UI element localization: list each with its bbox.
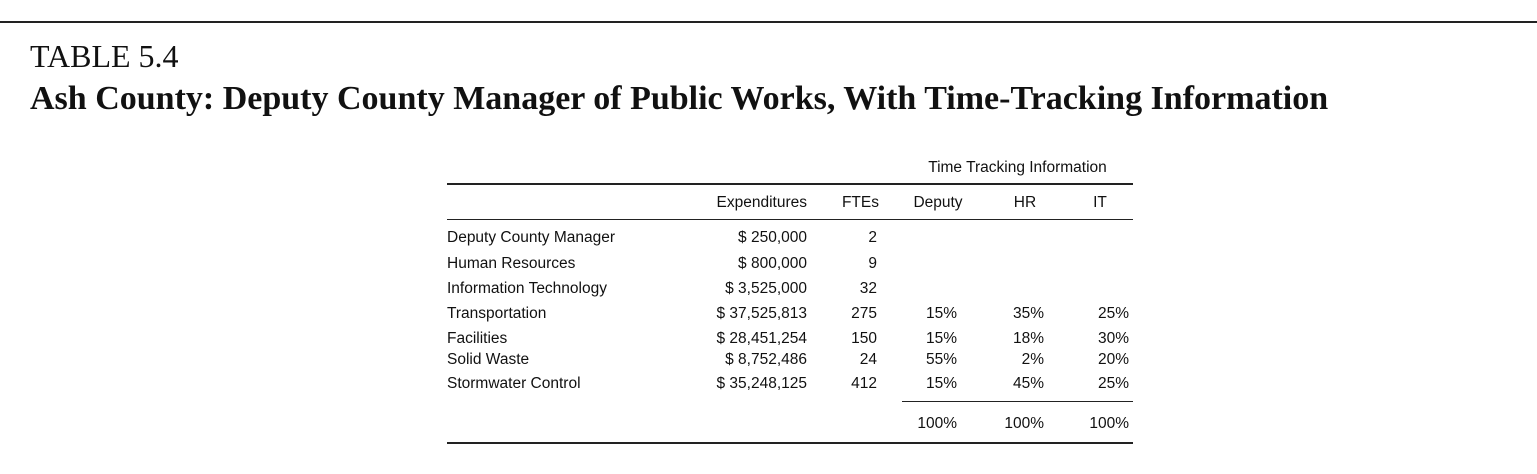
row-hr: 35% [1012, 305, 1044, 322]
table-label: TABLE 5.4 [30, 38, 179, 74]
row-deputy: 15% [925, 305, 957, 322]
header-rule [447, 219, 1133, 220]
row-name: Deputy County Manager [447, 229, 616, 246]
row-name: Solid Waste [447, 351, 530, 368]
row-it: 20% [1097, 351, 1129, 368]
row-ftes: 412 [851, 375, 877, 392]
row-deputy: 15% [925, 330, 957, 347]
row-expenditures: $ 37,525,813 [716, 305, 807, 322]
row-ftes: 150 [851, 330, 877, 347]
row-name: Transportation [447, 305, 547, 322]
row-ftes: 24 [859, 351, 877, 368]
row-hr: 2% [1021, 351, 1044, 368]
column-header-ftes: FTEs [841, 194, 879, 211]
column-header-expenditures: Expenditures [716, 194, 807, 211]
total-it: 100% [1089, 415, 1129, 432]
row-ftes: 275 [851, 305, 877, 322]
table-title: Ash County: Deputy County Manager of Public Works, With Time-Tracking Information [30, 80, 1329, 117]
row-name: Human Resources [447, 255, 576, 272]
row-it: 25% [1097, 305, 1129, 322]
row-expenditures: $ 800,000 [738, 255, 807, 272]
total-hr: 100% [1004, 415, 1044, 432]
column-header-it: IT [1093, 194, 1107, 211]
row-expenditures: $ 3,525,000 [725, 280, 807, 297]
row-name: Facilities [447, 330, 508, 347]
row-hr: 18% [1012, 330, 1044, 347]
row-expenditures: $ 35,248,125 [716, 375, 807, 392]
row-expenditures: $ 8,752,486 [725, 351, 807, 368]
row-ftes: 32 [859, 280, 877, 297]
top-rule [0, 21, 1537, 23]
total-deputy: 100% [917, 415, 957, 432]
row-deputy: 55% [925, 351, 957, 368]
column-header-deputy: Deputy [913, 194, 963, 211]
totals-rule [902, 401, 1133, 402]
row-ftes: 2 [868, 229, 877, 246]
table-top-rule [447, 183, 1133, 185]
row-name: Information Technology [447, 280, 607, 297]
row-ftes: 9 [868, 255, 877, 272]
row-expenditures: $ 28,451,254 [716, 330, 807, 347]
row-hr: 45% [1012, 375, 1044, 392]
row-expenditures: $ 250,000 [738, 229, 807, 246]
group-header-time-tracking: Time Tracking Information [928, 159, 1107, 176]
data-table [447, 152, 1133, 448]
column-header-hr: HR [1013, 194, 1037, 211]
row-it: 25% [1097, 375, 1129, 392]
table-bottom-rule [447, 442, 1133, 444]
row-name: Stormwater Control [447, 375, 581, 392]
row-deputy: 15% [925, 375, 957, 392]
row-it: 30% [1097, 330, 1129, 347]
